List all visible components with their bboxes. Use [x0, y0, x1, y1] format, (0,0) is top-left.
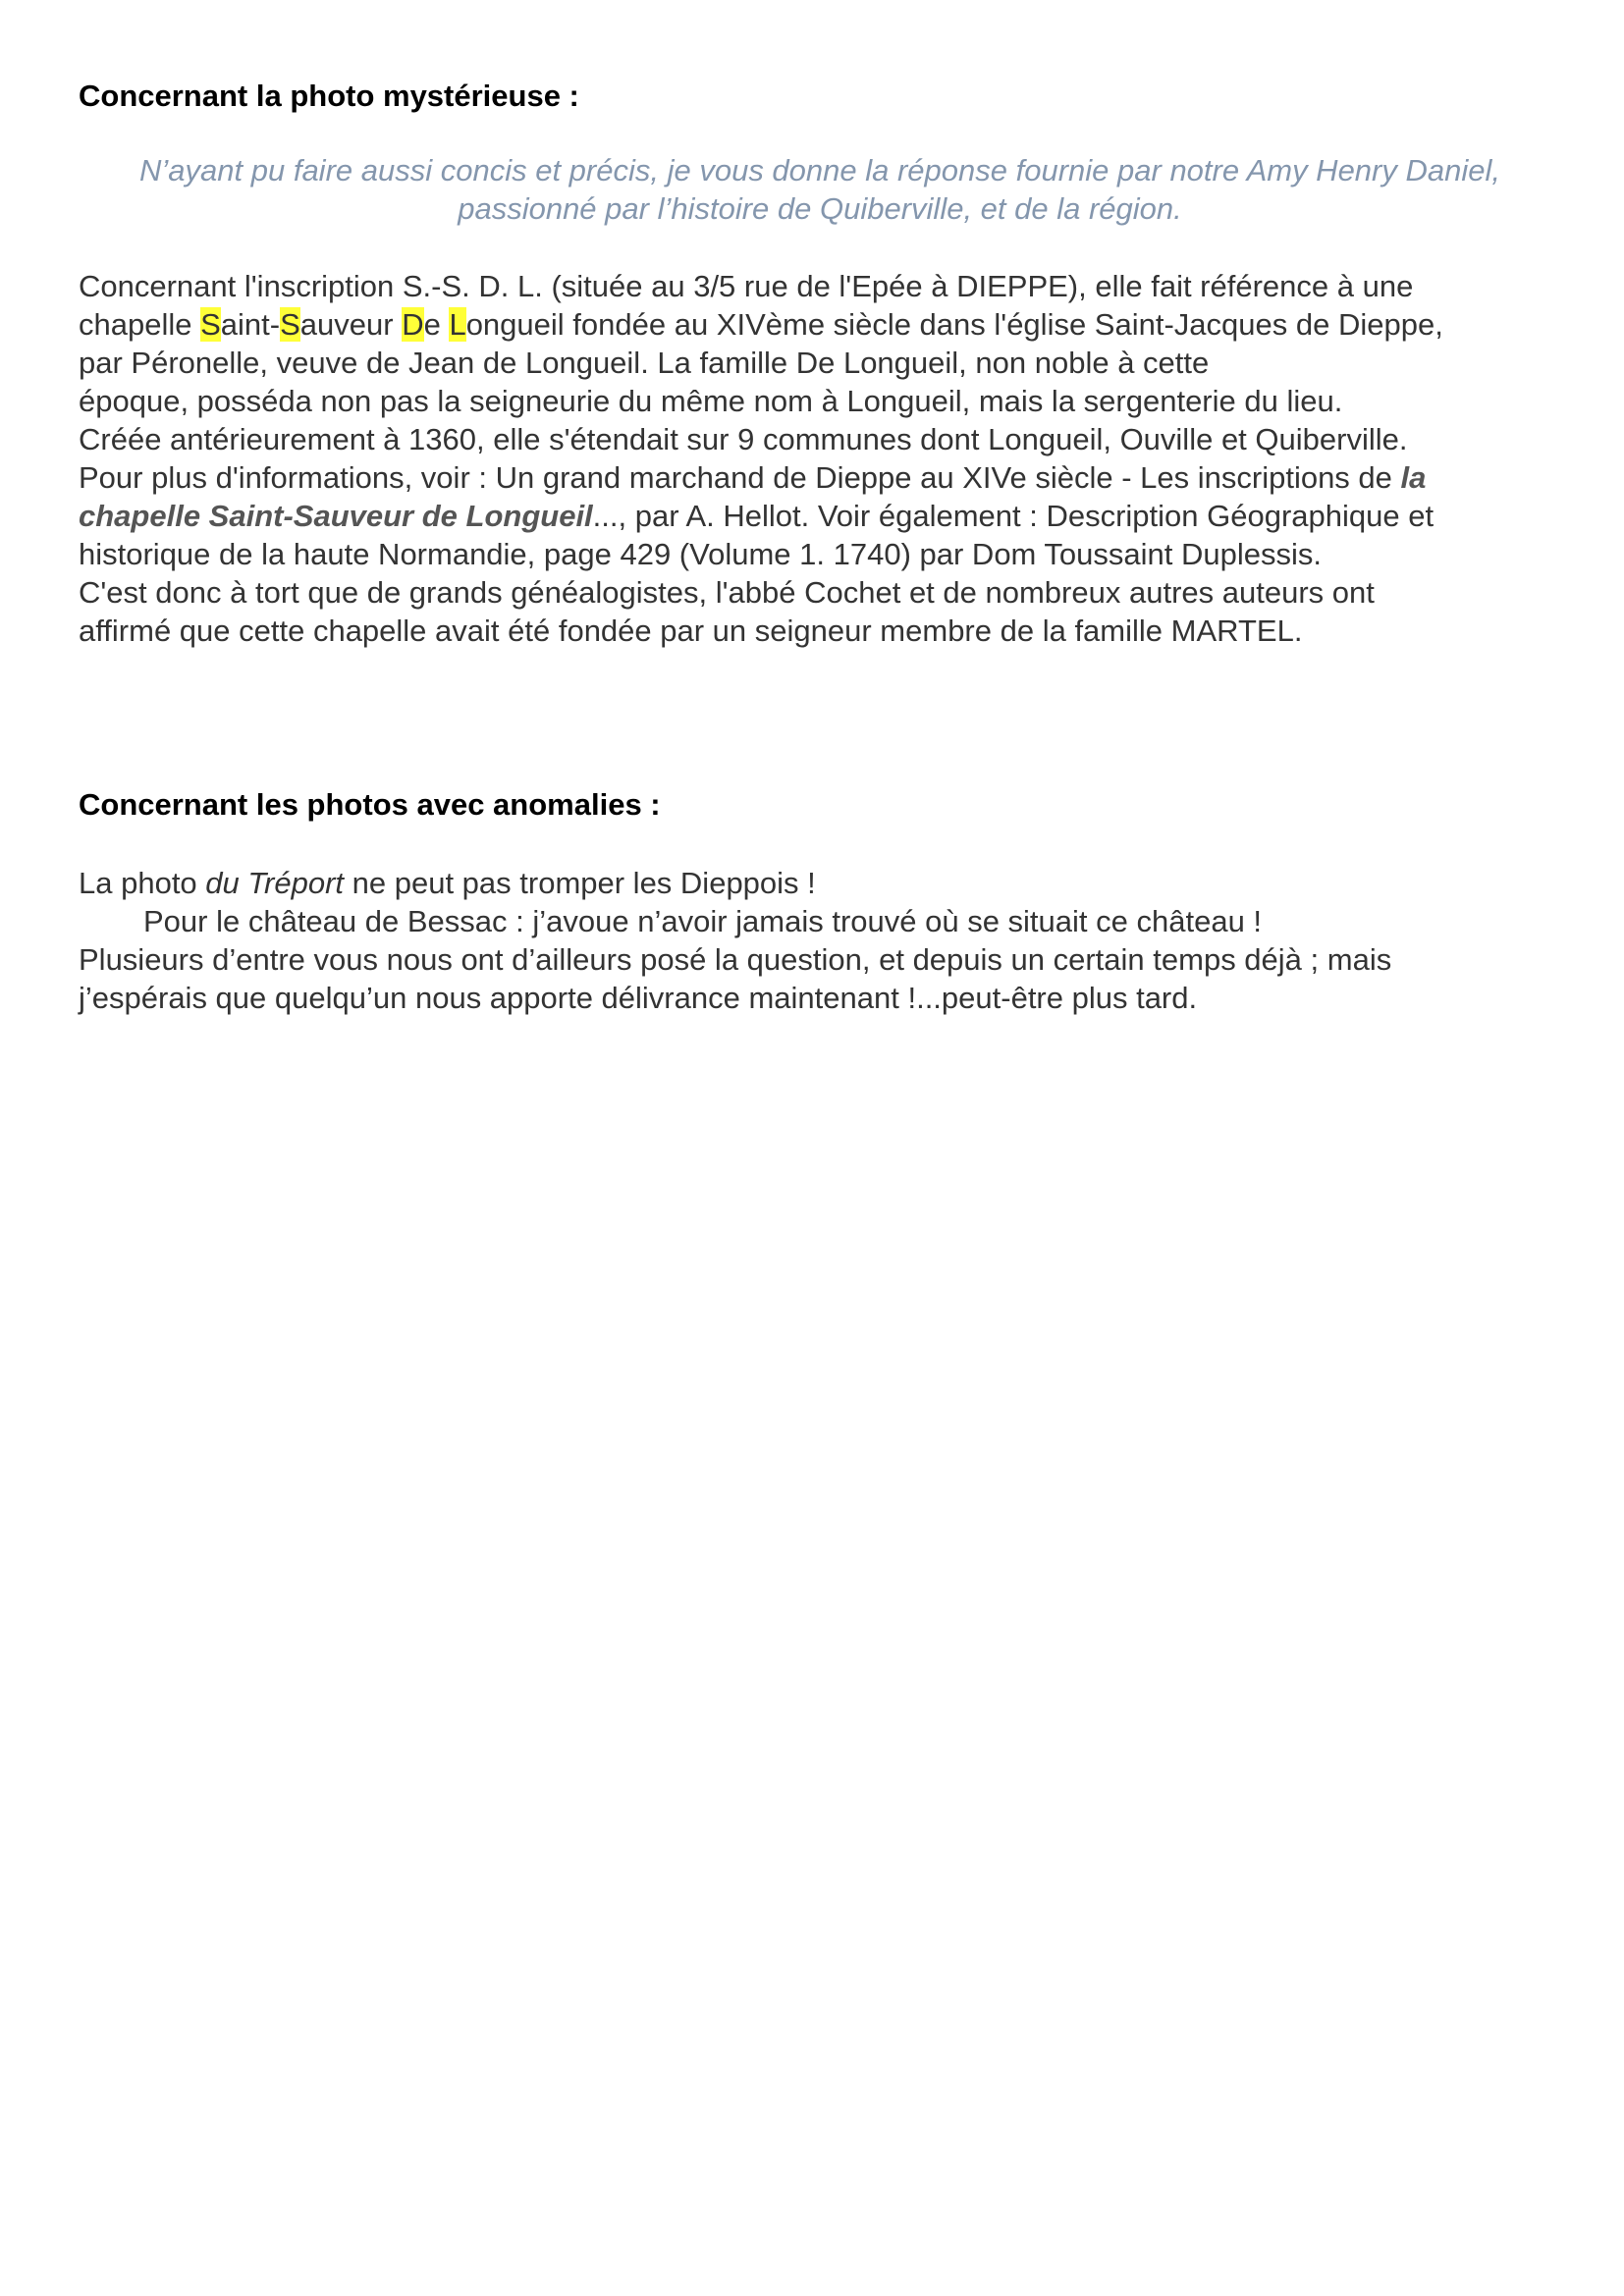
text-line: Créée antérieurement à 1360, elle s'étendait sur 9 communes dont Longueil, Ouville et Quiberville. [79, 422, 1408, 456]
text-run: ..., par A. Hellot. Voir également : Description Géographique et [592, 499, 1435, 533]
text-run: Pour plus d'informations, voir : Un grand marchand de Dieppe au XIVe siècle - Les inscriptions de [79, 460, 1401, 495]
text-line: Concernant l'inscription S.-S. D. L. (située au 3/5 rue de l'Epée à DIEPPE), elle fait référence à une [79, 269, 1414, 303]
section-heading-mystery-photo: Concernant la photo mystérieuse : [79, 79, 579, 113]
highlighted-letter: L [449, 307, 466, 342]
italic-run: du Tréport [205, 866, 345, 900]
text-line: j’espérais que quelqu’un nous apporte délivrance maintenant !...peut-être plus tard. [79, 981, 1198, 1015]
text-line [79, 305, 1561, 344]
highlighted-letter: S [200, 307, 221, 342]
text-line: Pour le château de Bessac : j’avoue n’avoir jamais trouvé où se situait ce château ! [143, 904, 1263, 938]
text-line: affirmé que cette chapelle avait été fondée par un seigneur membre de la famille MARTEL. [79, 614, 1303, 648]
intro-line: passionné par l’histoire de Quiberville, et de la région. [458, 191, 1182, 226]
text-run: ongueil fondée au XIVème siècle dans l'église Saint-Jacques de Dieppe, [465, 307, 1443, 342]
highlighted-letter: D [402, 307, 424, 342]
paragraph-anomalies [79, 864, 1561, 1017]
text-line: par Péronelle, veuve de Jean de Longueil. La famille De Longueil, non noble à cette [79, 346, 1210, 380]
text-run: ne peut pas tromper les Dieppois ! [344, 866, 816, 900]
book-title-run: la [1400, 460, 1427, 495]
text-run: La photo [79, 866, 206, 900]
intro-line: N’ayant pu faire aussi concis et précis, je vous donne la réponse fournie par notre Amy Henry Daniel, [139, 153, 1500, 187]
text-run: aint- [220, 307, 281, 342]
text-run: auveur [299, 307, 403, 342]
highlighted-letter: S [280, 307, 300, 342]
section-heading-anomalies: Concernant les photos avec anomalies : [79, 787, 661, 822]
document-page [79, 77, 1561, 1017]
text-line [79, 458, 1561, 497]
text-line: C'est donc à tort que de grands généalogistes, l'abbé Cochet et de nombreux autres auteurs ont [79, 575, 1375, 610]
paragraph-inscription [79, 267, 1561, 650]
text-line: historique de la haute Normandie, page 429 (Volume 1. 1740) par Dom Toussaint Duplessis. [79, 537, 1323, 571]
book-title-run: chapelle Saint-Sauveur de Longueil [79, 499, 593, 533]
text-line: Plusieurs d’entre vous nous ont d’ailleurs posé la question, et depuis un certain temps déjà ; mais [79, 942, 1392, 977]
text-run: e [423, 307, 450, 342]
intro-quote [79, 151, 1561, 228]
text-line: époque, posséda non pas la seigneurie du même nom à Longueil, mais la sergenterie du lieu. [79, 384, 1343, 418]
text-line [79, 497, 1561, 535]
text-run: chapelle [79, 307, 201, 342]
text-line [79, 864, 1561, 902]
